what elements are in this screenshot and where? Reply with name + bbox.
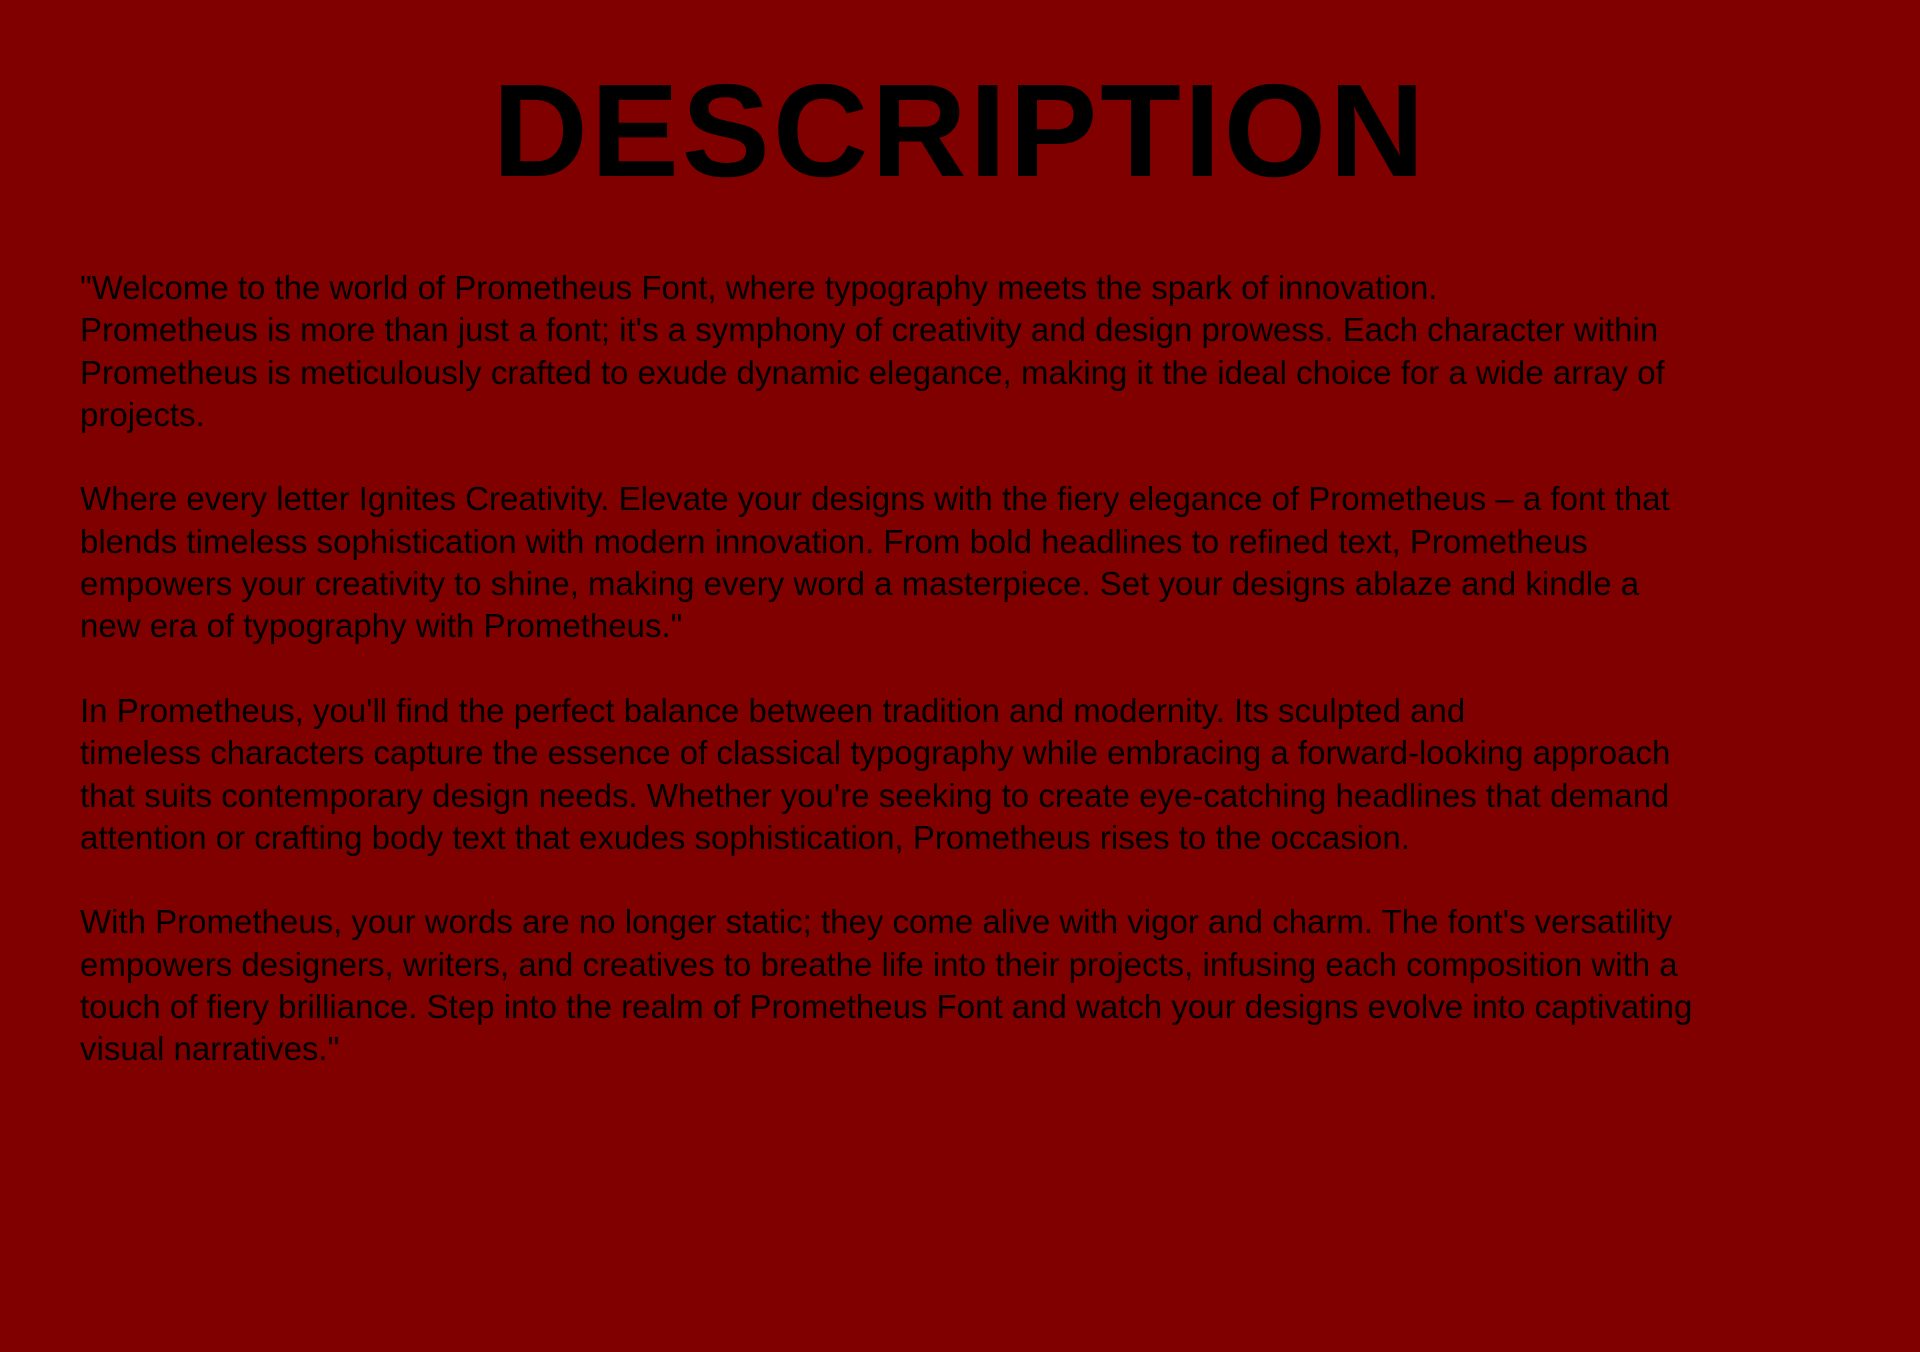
paragraph-line: Prometheus is meticulously crafted to exude dynamic elegance, making it the ideal choice for a wide array of xyxy=(80,353,1665,391)
paragraph-line: With Prometheus, your words are no longer static; they come alive with vigor and charm. The font's versatility xyxy=(80,903,1673,941)
paragraph-line: timeless characters capture the essence of classical typography while embracing a forward-looking approach xyxy=(80,734,1671,772)
description-paragraph-1 xyxy=(80,267,1820,436)
paragraph-line: Where every letter Ignites Creativity. Elevate your designs with the fiery elegance of Prometheus – a font that xyxy=(80,480,1670,518)
description-paragraph-4 xyxy=(80,901,1820,1070)
paragraph-line: empowers designers, writers, and creatives to breathe life into their projects, infusing each composition with a xyxy=(80,945,1678,983)
paragraph-line: new era of typography with Prometheus." xyxy=(80,607,683,645)
description-paragraph-2 xyxy=(80,478,1820,647)
paragraph-line: that suits contemporary design needs. Whether you're seeking to create eye-catching headlines that demand xyxy=(80,776,1670,814)
paragraph-line: "Welcome to the world of Prometheus Font, where typography meets the spark of innovation. xyxy=(80,269,1438,306)
paragraph-line: In Prometheus, you'll find the perfect balance between tradition and modernity. Its sculpted and xyxy=(80,691,1466,729)
paragraph-line: attention or crafting body text that exudes sophistication, Prometheus rises to the occasion. xyxy=(80,818,1410,856)
description-body xyxy=(80,267,1820,1113)
paragraph-line: projects. xyxy=(80,395,205,433)
paragraph-line: touch of fiery brilliance. Step into the realm of Prometheus Font and watch your designs evolve into captivating xyxy=(80,988,1693,1026)
paragraph-line: blends timeless sophistication with modern innovation. From bold headlines to refined text, Prometheus xyxy=(80,522,1588,560)
paragraph-line: Prometheus is more than just a font; it's a symphony of creativity and design prowess. Each character within xyxy=(80,311,1659,349)
paragraph-line: empowers your creativity to shine, making every word a masterpiece. Set your designs ablaze and kindle a xyxy=(80,565,1640,603)
page-title: DESCRIPTION xyxy=(492,57,1428,204)
description-paragraph-3 xyxy=(80,690,1820,859)
paragraph-line: visual narratives." xyxy=(80,1030,340,1068)
